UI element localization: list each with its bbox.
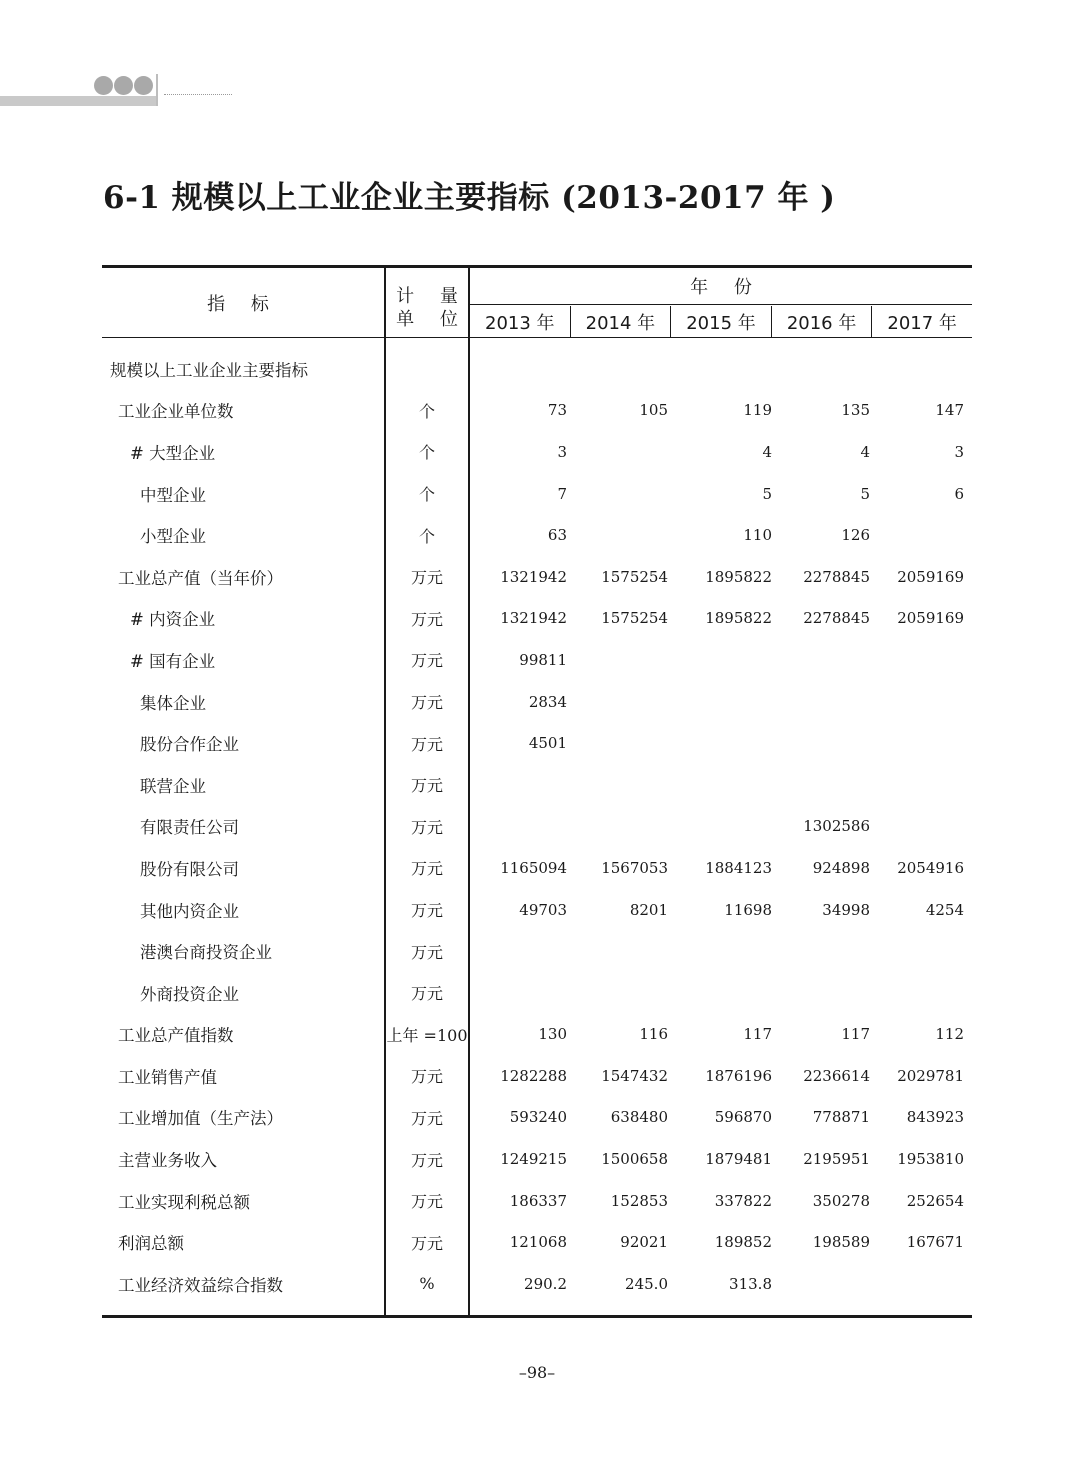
table-body bbox=[102, 338, 972, 1315]
row-unit: 万元 bbox=[410, 776, 443, 796]
row-value bbox=[472, 764, 567, 806]
row-value: 147 bbox=[935, 401, 964, 420]
table-row bbox=[102, 1180, 972, 1222]
header-unit-line2: 单 位 bbox=[396, 309, 468, 330]
table-row bbox=[102, 431, 972, 473]
row-value bbox=[869, 764, 964, 806]
row-value: 4501 bbox=[528, 734, 567, 753]
row-indicator: 主营业务收入 bbox=[118, 1151, 217, 1171]
row-value: 313.8 bbox=[729, 1274, 772, 1293]
row-value: 2029781 bbox=[897, 1066, 964, 1085]
row-value bbox=[775, 930, 870, 972]
row-value: 290.2 bbox=[524, 1274, 567, 1293]
row-value: 2278845 bbox=[803, 609, 870, 628]
row-indicator: 有限责任公司 bbox=[140, 818, 239, 838]
row-unit: 万元 bbox=[410, 1150, 443, 1170]
header-years-label: 年 份 bbox=[470, 268, 972, 305]
header-dotted-rule bbox=[164, 94, 232, 95]
row-value: 1575254 bbox=[601, 567, 668, 586]
row-indicator: # 内资企业 bbox=[130, 610, 216, 630]
row-indicator: 外商投资企业 bbox=[140, 984, 239, 1004]
table-row bbox=[102, 681, 972, 723]
table-row bbox=[102, 1055, 972, 1097]
header-year: 2017 年 bbox=[871, 306, 972, 337]
row-indicator: 联营企业 bbox=[140, 776, 206, 796]
row-indicator: 工业企业单位数 bbox=[118, 402, 234, 422]
row-value bbox=[869, 722, 964, 764]
row-value bbox=[775, 639, 870, 681]
row-value: 1282288 bbox=[500, 1066, 567, 1085]
row-value bbox=[677, 764, 772, 806]
row-value: 6 bbox=[954, 484, 964, 503]
row-value: 1575254 bbox=[601, 609, 668, 628]
row-value bbox=[472, 806, 567, 848]
row-value bbox=[573, 972, 668, 1014]
table-row bbox=[102, 972, 972, 1014]
row-value bbox=[573, 639, 668, 681]
row-value: 596870 bbox=[714, 1108, 772, 1127]
row-value bbox=[573, 681, 668, 723]
header-year: 2015 年 bbox=[670, 306, 771, 337]
row-value bbox=[573, 722, 668, 764]
table-header bbox=[102, 268, 972, 337]
row-value: 198589 bbox=[812, 1233, 870, 1252]
dot-icon bbox=[134, 76, 153, 95]
row-value: 638480 bbox=[610, 1108, 668, 1127]
row-value: 116 bbox=[639, 1025, 668, 1044]
header-year: 2014 年 bbox=[570, 306, 671, 337]
row-value: 3 bbox=[557, 442, 567, 461]
row-value bbox=[869, 639, 964, 681]
row-value bbox=[775, 681, 870, 723]
row-value: 73 bbox=[547, 401, 567, 420]
row-value: 34998 bbox=[822, 900, 870, 919]
row-value: 112 bbox=[935, 1025, 964, 1044]
row-value: 117 bbox=[841, 1025, 870, 1044]
row-value bbox=[573, 764, 668, 806]
row-indicator: 小型企业 bbox=[140, 527, 206, 547]
row-value: 1165094 bbox=[500, 858, 567, 877]
row-unit: 万元 bbox=[410, 942, 443, 962]
page-title: 6-1 规模以上工业企业主要指标 (2013-2017 年 ) bbox=[103, 180, 836, 216]
row-value: 167671 bbox=[906, 1233, 964, 1252]
header-year: 2016 年 bbox=[771, 306, 872, 337]
row-value: 63 bbox=[547, 526, 567, 545]
row-indicator: 工业总产值指数 bbox=[118, 1026, 234, 1046]
table-row bbox=[102, 1263, 972, 1305]
row-value: 3 bbox=[954, 442, 964, 461]
row-indicator: 工业总产值（当年价） bbox=[118, 568, 283, 588]
row-indicator: 股份有限公司 bbox=[140, 859, 239, 879]
row-value: 11698 bbox=[724, 900, 772, 919]
row-value: 1321942 bbox=[500, 567, 567, 586]
row-value: 7 bbox=[557, 484, 567, 503]
row-value: 924898 bbox=[812, 858, 870, 877]
row-unit: 万元 bbox=[410, 609, 443, 629]
row-value: 1302586 bbox=[803, 817, 870, 836]
row-value bbox=[775, 1263, 870, 1305]
row-indicator: 港澳台商投资企业 bbox=[140, 943, 272, 963]
row-value: 110 bbox=[743, 526, 772, 545]
row-indicator: 工业实现利税总额 bbox=[118, 1192, 250, 1212]
table-row bbox=[102, 1014, 972, 1056]
row-indicator: 工业经济效益综合指数 bbox=[118, 1275, 283, 1295]
row-value: 92021 bbox=[620, 1233, 668, 1252]
row-value bbox=[677, 639, 772, 681]
row-value bbox=[472, 348, 567, 390]
row-unit: 万元 bbox=[410, 1192, 443, 1212]
header-unit-line1: 计 量 bbox=[396, 286, 468, 307]
row-indicator: # 大型企业 bbox=[130, 443, 216, 463]
row-value: 5 bbox=[860, 484, 870, 503]
row-value bbox=[869, 348, 964, 390]
row-value: 119 bbox=[743, 401, 772, 420]
table-row bbox=[102, 847, 972, 889]
row-value bbox=[573, 514, 668, 556]
header-years bbox=[470, 268, 972, 337]
dot-icon bbox=[94, 76, 113, 95]
row-unit: 个 bbox=[418, 401, 435, 421]
indicator-table bbox=[102, 265, 972, 1318]
row-value bbox=[869, 514, 964, 556]
row-value bbox=[869, 1263, 964, 1305]
row-value: 1876196 bbox=[705, 1066, 772, 1085]
row-indicator: 中型企业 bbox=[140, 485, 206, 505]
row-indicator: 工业销售产值 bbox=[118, 1067, 217, 1087]
row-unit: 万元 bbox=[410, 984, 443, 1004]
row-value bbox=[869, 972, 964, 1014]
table-row bbox=[102, 390, 972, 432]
row-value: 186337 bbox=[509, 1191, 567, 1210]
row-value: 245.0 bbox=[625, 1274, 668, 1293]
row-value: 337822 bbox=[714, 1191, 772, 1210]
table-row bbox=[102, 722, 972, 764]
row-value bbox=[869, 681, 964, 723]
row-value: 117 bbox=[743, 1025, 772, 1044]
row-unit: 万元 bbox=[410, 568, 443, 588]
row-value: 4 bbox=[762, 442, 772, 461]
table-row bbox=[102, 1097, 972, 1139]
row-value: 1500658 bbox=[601, 1150, 668, 1169]
row-unit: 万元 bbox=[410, 1067, 443, 1087]
row-value: 1567053 bbox=[601, 858, 668, 877]
header-year-row bbox=[470, 306, 972, 337]
row-value: 126 bbox=[841, 526, 870, 545]
row-unit: 万元 bbox=[410, 817, 443, 837]
row-value: 8201 bbox=[629, 900, 668, 919]
row-value bbox=[573, 431, 668, 473]
row-value bbox=[573, 806, 668, 848]
row-indicator: 规模以上工业企业主要指标 bbox=[110, 360, 308, 380]
row-value bbox=[573, 930, 668, 972]
row-value bbox=[677, 972, 772, 1014]
row-value: 1249215 bbox=[500, 1150, 567, 1169]
row-unit: 万元 bbox=[410, 1108, 443, 1128]
header-divider bbox=[156, 74, 158, 106]
table-row bbox=[102, 639, 972, 681]
row-value: 2278845 bbox=[803, 567, 870, 586]
row-value: 1895822 bbox=[705, 609, 772, 628]
table-row bbox=[102, 930, 972, 972]
row-value: 2054916 bbox=[897, 858, 964, 877]
row-value bbox=[775, 764, 870, 806]
row-value: 1884123 bbox=[705, 858, 772, 877]
row-value bbox=[677, 930, 772, 972]
row-value bbox=[472, 930, 567, 972]
row-value bbox=[677, 681, 772, 723]
row-value bbox=[573, 348, 668, 390]
row-value: 778871 bbox=[812, 1108, 870, 1127]
row-value bbox=[869, 806, 964, 848]
row-value: 121068 bbox=[509, 1233, 567, 1252]
row-unit: 上年 =100 bbox=[386, 1025, 468, 1045]
row-value: 350278 bbox=[812, 1191, 870, 1210]
row-unit: 万元 bbox=[410, 693, 443, 713]
row-value: 843923 bbox=[906, 1108, 964, 1127]
table-row bbox=[102, 348, 972, 390]
table-row bbox=[102, 889, 972, 931]
row-value: 2059169 bbox=[897, 567, 964, 586]
row-value: 130 bbox=[538, 1025, 567, 1044]
header-indicator: 指 标 bbox=[207, 293, 279, 315]
header-unit bbox=[384, 268, 470, 337]
table-row bbox=[102, 556, 972, 598]
row-unit: 万元 bbox=[410, 651, 443, 671]
table-row bbox=[102, 598, 972, 640]
table-row bbox=[102, 1221, 972, 1263]
row-value bbox=[573, 473, 668, 515]
row-value bbox=[472, 972, 567, 1014]
row-unit: 万元 bbox=[410, 1233, 443, 1253]
row-value: 593240 bbox=[509, 1108, 567, 1127]
row-value: 1953810 bbox=[897, 1150, 964, 1169]
table-row bbox=[102, 764, 972, 806]
row-unit: 个 bbox=[418, 526, 435, 546]
row-indicator: 股份合作企业 bbox=[140, 735, 239, 755]
row-value bbox=[677, 722, 772, 764]
table-row bbox=[102, 1138, 972, 1180]
row-value: 99811 bbox=[519, 650, 567, 669]
row-value: 189852 bbox=[714, 1233, 772, 1252]
row-indicator: 利润总额 bbox=[118, 1234, 184, 1254]
row-indicator: 集体企业 bbox=[140, 693, 206, 713]
row-value bbox=[869, 930, 964, 972]
row-value bbox=[775, 972, 870, 1014]
row-value: 105 bbox=[639, 401, 668, 420]
row-value: 252654 bbox=[906, 1191, 964, 1210]
row-value bbox=[775, 348, 870, 390]
row-value: 2834 bbox=[528, 692, 567, 711]
row-value bbox=[775, 722, 870, 764]
row-value: 49703 bbox=[519, 900, 567, 919]
table-row bbox=[102, 473, 972, 515]
row-unit: 万元 bbox=[410, 734, 443, 754]
row-value: 2236614 bbox=[803, 1066, 870, 1085]
row-value: 5 bbox=[762, 484, 772, 503]
header-band bbox=[0, 96, 156, 106]
dot-icon bbox=[114, 76, 133, 95]
row-value: 1879481 bbox=[705, 1150, 772, 1169]
page-number: –98– bbox=[518, 1363, 556, 1382]
row-unit: % bbox=[419, 1274, 435, 1294]
row-value: 1895822 bbox=[705, 567, 772, 586]
row-value: 1321942 bbox=[500, 609, 567, 628]
row-value: 135 bbox=[841, 401, 870, 420]
row-value: 4 bbox=[860, 442, 870, 461]
table-row bbox=[102, 806, 972, 848]
row-indicator: 工业增加值（生产法） bbox=[118, 1109, 283, 1129]
header-year: 2013 年 bbox=[485, 312, 555, 334]
row-unit: 万元 bbox=[410, 901, 443, 921]
table-row bbox=[102, 514, 972, 556]
row-indicator: # 国有企业 bbox=[130, 651, 216, 671]
row-unit: 个 bbox=[418, 443, 435, 463]
row-value bbox=[677, 806, 772, 848]
row-value: 1547432 bbox=[601, 1066, 668, 1085]
row-value: 152853 bbox=[610, 1191, 668, 1210]
row-unit: 个 bbox=[418, 485, 435, 505]
row-value: 4254 bbox=[925, 900, 964, 919]
row-value bbox=[677, 348, 772, 390]
row-unit bbox=[386, 348, 468, 390]
row-unit: 万元 bbox=[410, 859, 443, 879]
row-value: 2195951 bbox=[803, 1150, 870, 1169]
row-value: 2059169 bbox=[897, 609, 964, 628]
row-indicator: 其他内资企业 bbox=[140, 901, 239, 921]
table-bottom-rule bbox=[102, 1315, 972, 1318]
